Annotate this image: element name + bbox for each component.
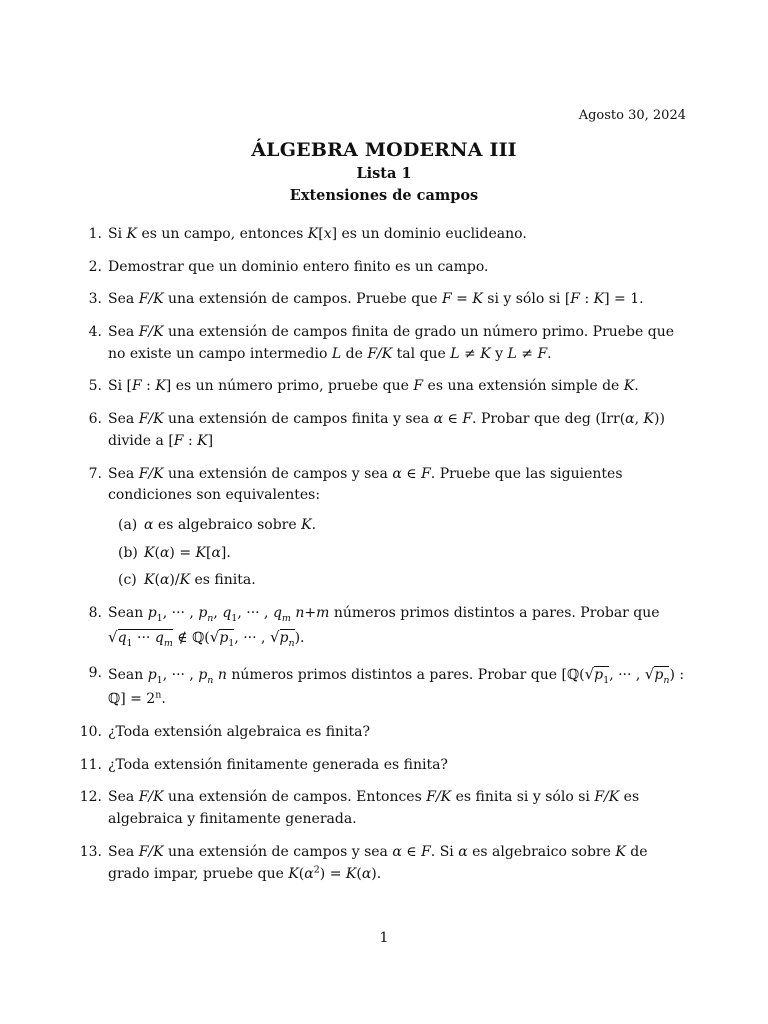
problem-number: 4. [88, 324, 102, 341]
problem-item [79, 722, 688, 744]
problem-text: Sea F/K una extensión de campos y sea α ∈ F. Si α es algebraico sobre K de grado impar, pruebe que $K(\alpha^2) = K(\alpha)$. [108, 843, 648, 882]
title-block [0, 138, 768, 208]
problem-text: ¿Toda extensión algebraica es finita? [108, 723, 371, 740]
subitem: (c) K(α)/K es finita. [118, 570, 688, 592]
problem-number: 11. [79, 756, 102, 773]
problem-item [88, 603, 688, 652]
problem-item [79, 787, 688, 830]
problem-item [88, 464, 688, 592]
problem-text: Si K es un campo, entonces K[x] es un dominio euclideano. [108, 226, 527, 242]
problem-number: 8. [88, 604, 102, 621]
subitem: (b) K(α) = K[α]. [118, 543, 688, 565]
problem-number: 6. [88, 411, 102, 428]
subitem-label: (a) [118, 516, 138, 533]
problem-item [79, 755, 688, 777]
problem-number: 9. [88, 664, 102, 681]
problem-text: Sean $p_1$, ··· , $p_n$ n números primos distintos a pares. Probar que [$ℚ(√p_1$, ··· , $√p_n$) : ℚ] = $2^n$. [108, 664, 685, 708]
subitem-list [118, 515, 688, 592]
subitem-label: (c) [118, 572, 137, 589]
problem-text: Si [F : K] es un número primo, pruebe que F es una extensión simple de K. [108, 378, 639, 395]
problem-item [88, 663, 688, 711]
problem-item [88, 289, 688, 311]
problem-text: Demostrar que un dominio entero finito es un campo. [108, 258, 489, 275]
problem-text: Sea F/K una extensión de campos. Pruebe que F = K si y sólo si [F : K] = 1. [108, 291, 644, 308]
problem-number: 3. [88, 291, 102, 308]
problem-item [88, 257, 688, 279]
subitem-label: (b) [118, 544, 138, 561]
list-label: Lista 1 [356, 164, 412, 182]
problem-number: 2. [88, 258, 102, 275]
date: Agosto 30, 2024 [578, 108, 686, 123]
problem-number: 5. [88, 378, 102, 395]
problem-text: Sea F/K una extensión de campos finita y sea α ∈ F. Probar que deg (Irr(α, K)) divide a [F : K] [108, 411, 665, 449]
problem-text: Sea F/K una extensión de campos. Entonces F/K es finita si y sólo si F/K es algebraica y finitamente generada. [108, 789, 640, 827]
problem-text: Sea F/K una extensión de campos y sea α ∈ F. Pruebe que las siguientes condiciones son equivalentes: [108, 465, 623, 504]
page-title: ÁLGEBRA MODERNA III [251, 139, 517, 161]
problem-text: Sea F/K una extensión de campos finita de grado un número primo. Pruebe que no existe un campo intermedio L de F/K tal que L ≠ K y L ≠ F. [108, 324, 675, 362]
problem-list [79, 224, 688, 897]
problem-text: ¿Toda extensión finitamente generada es finita? [108, 756, 448, 773]
subitem: (a) α es algebraico sobre K. [118, 515, 688, 537]
problem-item [88, 224, 688, 246]
problem-number: 10. [79, 723, 102, 740]
page-subtitle: Extensiones de campos [289, 187, 479, 205]
problem-item [88, 376, 688, 398]
problem-number: 12. [79, 789, 102, 806]
page-number: 1 [379, 930, 389, 946]
problem-number: 13. [79, 843, 102, 860]
problem-item [88, 322, 688, 365]
problem-item [79, 842, 688, 886]
problem-text: Sean $p_1$, ··· , $p_n$, $q_1$, ··· , $q_m$ n+m números primos distintos a pares. Probar que $√q_1$ ··· $q_m$ ∉ $ℚ(√p_1$, ··· , $√p_n$). [108, 604, 660, 650]
problem-number: 7. [88, 465, 102, 482]
problem-item [88, 409, 688, 452]
problem-number: 1. [88, 226, 102, 242]
